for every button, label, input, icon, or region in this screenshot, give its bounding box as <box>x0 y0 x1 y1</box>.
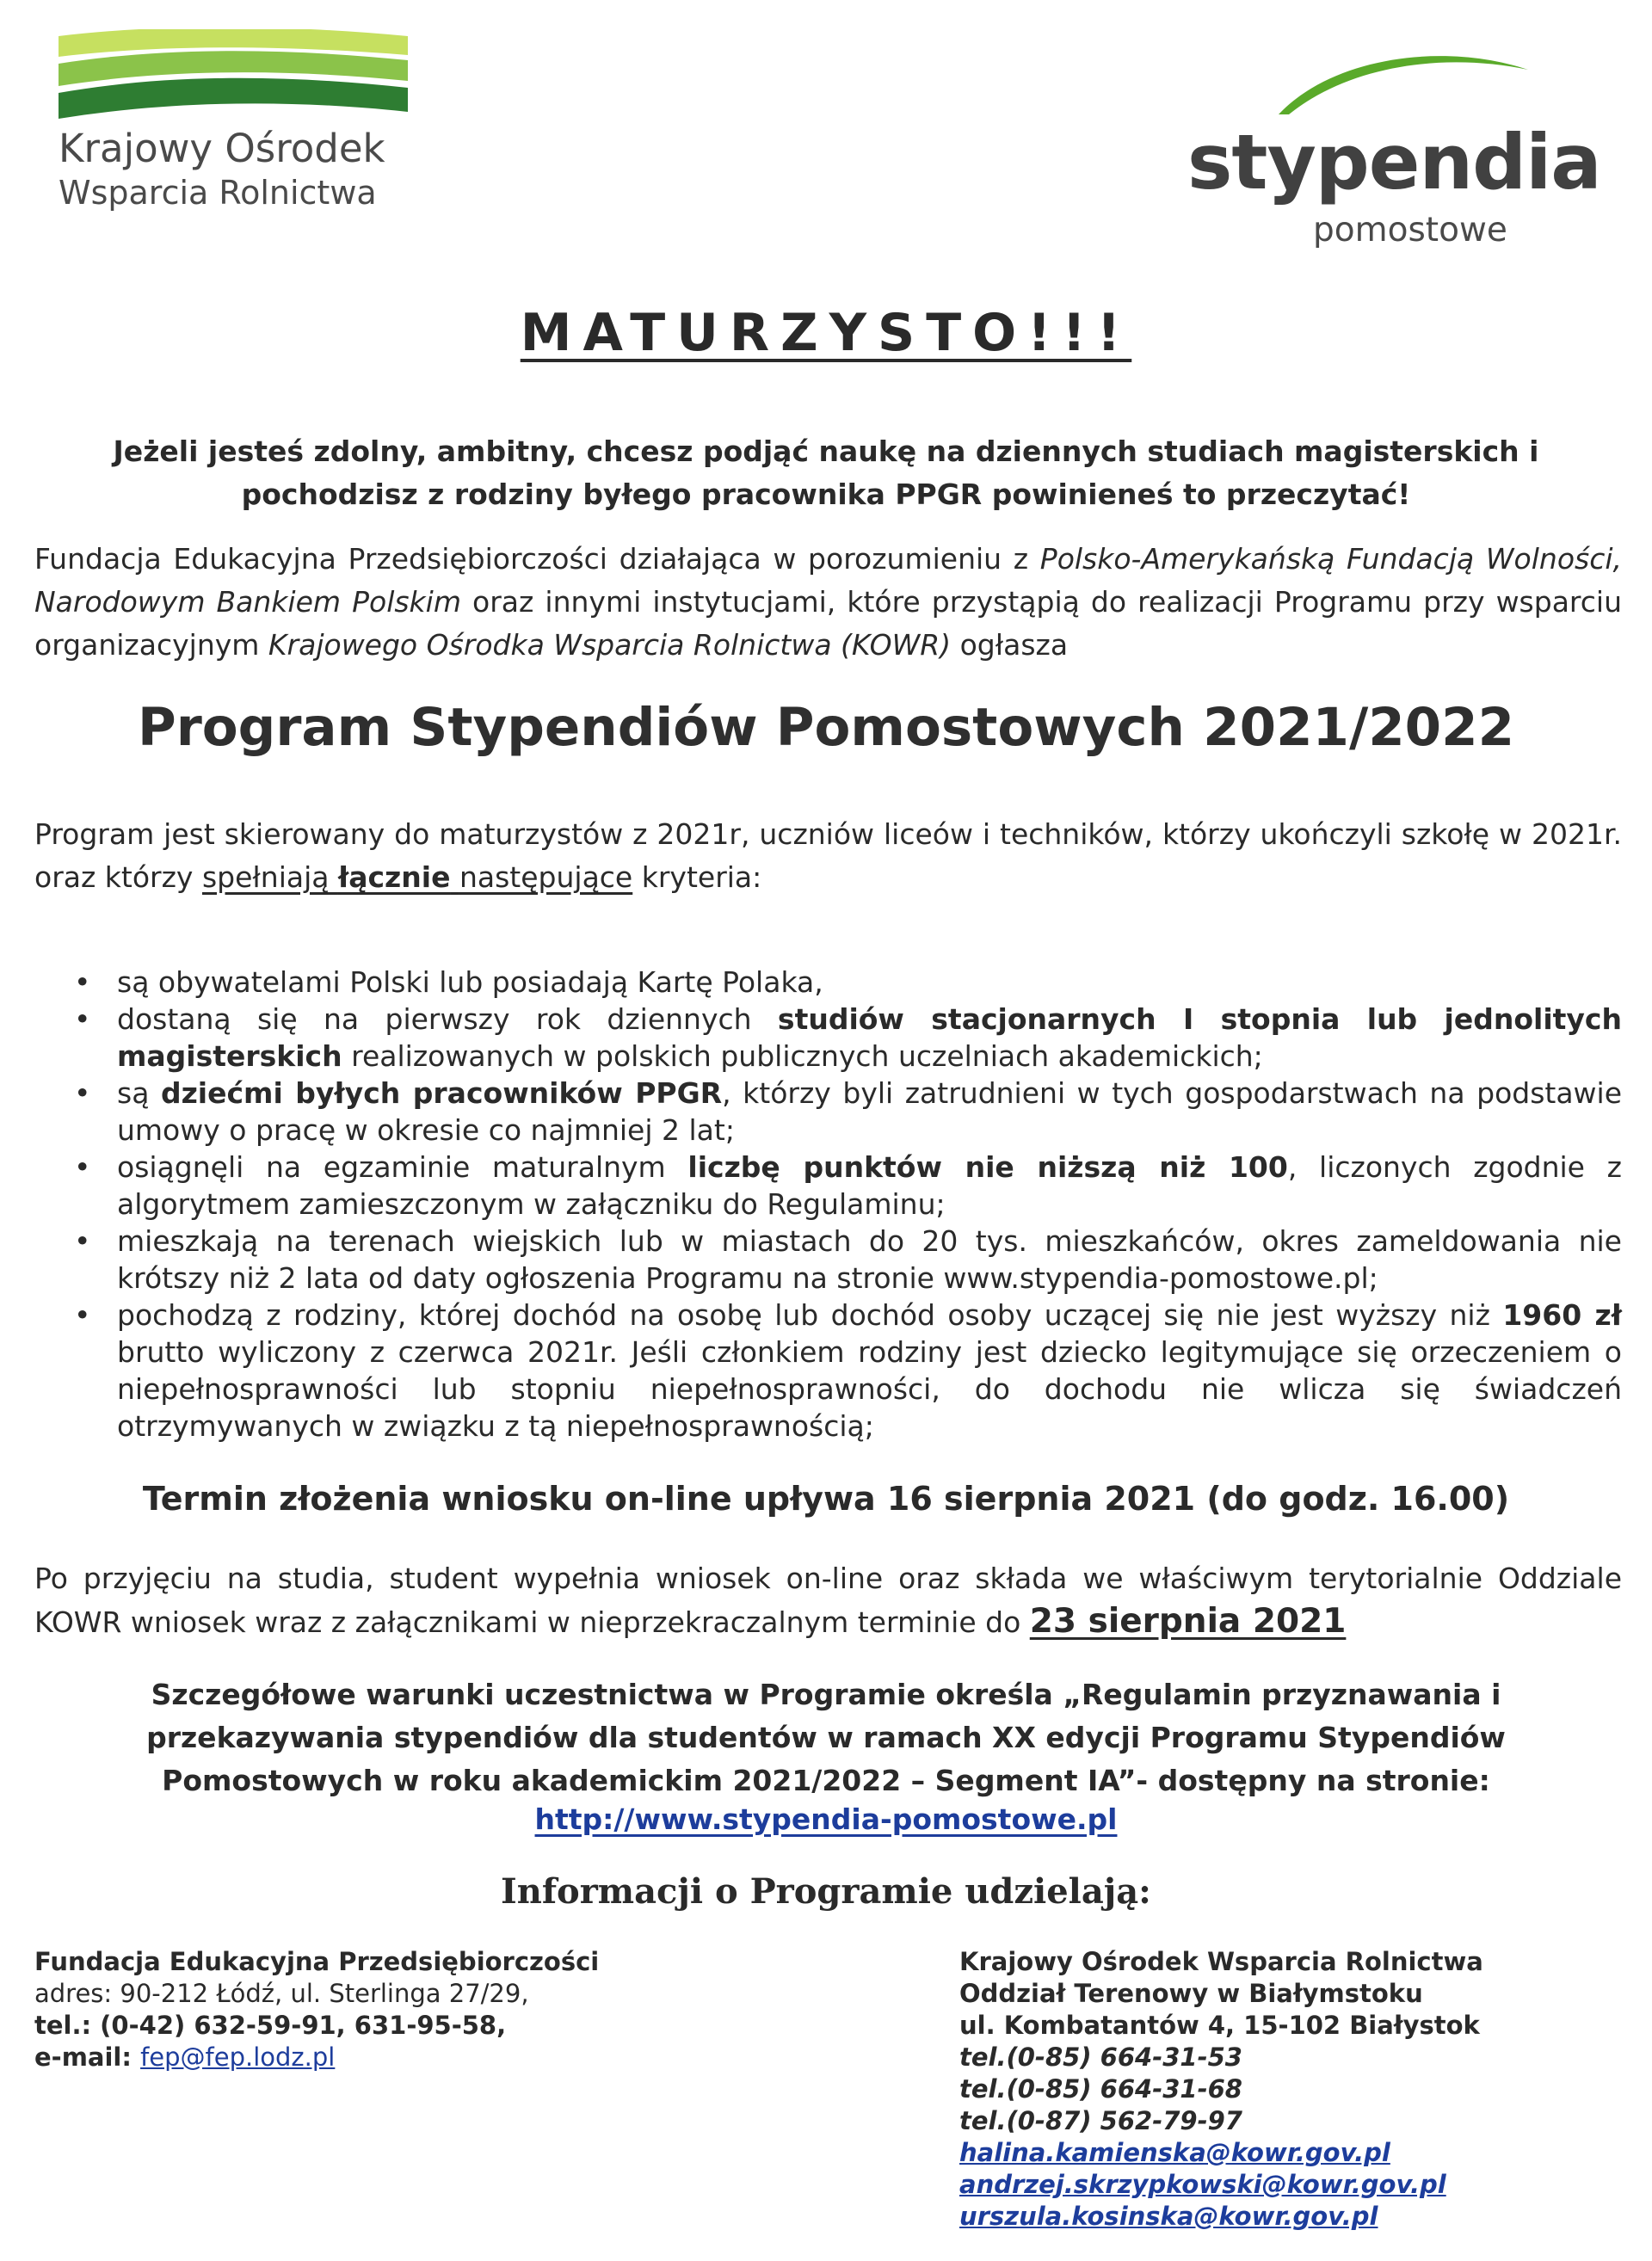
bullet-icon: • <box>74 1076 91 1110</box>
contact-kowr-email[interactable]: urszula.kosinska@kowr.gov.pl <box>959 2202 1378 2231</box>
contact-kowr <box>959 1946 1630 2233</box>
stypendia-logo-arc-icon <box>1273 47 1532 116</box>
contact-fep-tel: tel.: (0-42) 632-59-91, 631-95-58, <box>34 2011 507 2040</box>
intro-paragraph: Fundacja Edukacyjna Przedsiębiorczości działająca w porozumieniu z Polsko-Amerykańską Fundacją Wolności, Narodowym Bankiem Polskim oraz innymi instytucjami, które przystąpią do realizacji Programu przy wsparciu organizacyjnym Krajowego Ośrodka Wsparcia Rolnictwa (KOWR) ogłasza <box>34 542 1622 662</box>
list-item: • mieszkają na terenach wiejskich lub w miastach do 20 tys. mieszkańców, okres zameldowania nie krótszy niż 2 lata od daty ogłoszenia Programu na stronie www.stypendia-pomostowe.pl; <box>74 1224 1622 1295</box>
stypendia-logo <box>1187 47 1601 250</box>
list-item: • dostaną się na pierwszy rok dziennych studiów stacjonarnych I stopnia lub jednolitych magisterskich realizowanych w polskich publicznych uczelniach akademickich; <box>74 1002 1622 1073</box>
contact-kowr-dept: Oddział Terenowy w Białymstoku <box>959 1979 1423 2008</box>
list-item: • są obywatelami Polski lub posiadają Kartę Polaka, <box>74 965 823 999</box>
contact-fep <box>34 1946 688 2073</box>
list-item: • osiągnęli na egzaminie maturalnym liczbę punktów nie niższą niż 100, liczonych zgodnie z algorytmem zamieszczonym w załączniku do Regulaminu; <box>74 1150 1622 1221</box>
criteria-list <box>34 964 1622 1445</box>
contact-fep-name: Fundacja Edukacyjna Przedsiębiorczości <box>34 1947 600 1976</box>
contact-fep-email-label: e-mail: <box>34 2042 141 2072</box>
kowr-logo-line2: Wsparcia Rolnictwa <box>59 174 377 212</box>
website-link[interactable]: http://www.stypendia-pomostowe.pl <box>534 1802 1118 1836</box>
bullet-icon: • <box>74 1298 91 1332</box>
details-paragraph: Szczegółowe warunki uczestnictwa w Programie określa „Regulamin przyznawania i przekazywania stypendiów dla studentów w ramach XX edycji Programu Stypendiów Pomostowych w roku akademickim 2021/2022 – Segment IA”- dostępny na stronie: <box>146 1678 1506 1797</box>
program-paragraph: Program jest skierowany do maturzystów z 2021r, uczniów liceów i techników, którzy ukończyli szkołę w 2021r. oraz którzy spełniają łącznie następujące kryteria: <box>34 817 1622 894</box>
contact-fep-address: adres: 90-212 Łódź, ul. Sterlinga 27/29, <box>34 1979 529 2008</box>
bullet-icon: • <box>74 1002 91 1036</box>
page-heading: MATURZYSTO!!! <box>520 303 1132 363</box>
stypendia-logo-sub: pomostowe <box>1313 211 1507 250</box>
info-heading: Informacji o Programie udzielają: <box>501 1871 1151 1912</box>
kowr-logo <box>55 29 425 212</box>
list-item: • pochodzą z rodziny, której dochód na osobę lub dochód osoby uczącej się nie jest wyższy niż 1960 zł brutto wyliczony z czerwca 2021r. Jeśli członkiem rodziny jest dziecko legitymujące się orzeczeniem o niepełnosprawności lub stopniu niepełnosprawności, do dochodu nie wlicza się świadczeń otrzymywanych w związku z tą niepełnosprawnością; <box>74 1298 1623 1443</box>
contact-kowr-tel: tel.(0-85) 664-31-68 <box>959 2074 1242 2104</box>
contact-kowr-tel: tel.(0-85) 664-31-53 <box>959 2042 1242 2072</box>
contact-kowr-tel: tel.(0-87) 562-79-97 <box>959 2106 1242 2135</box>
list-item: • są dziećmi byłych pracowników PPGR, którzy byli zatrudnieni w tych gospodarstwach na podstawie umowy o pracę w okresie co najmniej 2 lat; <box>74 1076 1623 1147</box>
bullet-icon: • <box>74 1224 91 1258</box>
kowr-logo-line1: Krajowy Ośrodek <box>59 126 385 171</box>
deadline-text: Termin złożenia wniosku on-line upływa 16 sierpnia 2021 (do godz. 16.00) <box>142 1480 1510 1518</box>
contact-kowr-name: Krajowy Ośrodek Wsparcia Rolnictwa <box>959 1947 1483 1976</box>
kowr-logo-waves-icon <box>55 29 416 120</box>
contact-kowr-email[interactable]: andrzej.skrzypkowski@kowr.gov.pl <box>959 2170 1446 2199</box>
program-title: Program Stypendiów Pomostowych 2021/2022 <box>137 697 1515 758</box>
bullet-icon: • <box>74 1150 91 1184</box>
contact-kowr-address: ul. Kombatantów 4, 15-102 Białystok <box>959 2011 1480 2040</box>
contact-kowr-email[interactable]: halina.kamienska@kowr.gov.pl <box>959 2138 1390 2167</box>
submission-paragraph: Po przyjęciu na studia, student wypełnia wniosek on-line oraz składa we właściwym terytorialnie Oddziale KOWR wniosek wraz z załącznikami w nieprzekraczalnym terminie do 23 sierpnia 2021 <box>34 1562 1622 1641</box>
lead-paragraph: Jeżeli jesteś zdolny, ambitny, chcesz podjąć naukę na dziennych studiach magisterskich i pochodzisz z rodziny byłego pracownika PPGR powinieneś to przeczytać! <box>113 434 1539 511</box>
bullet-icon: • <box>74 965 91 999</box>
final-date: 23 sierpnia 2021 <box>1029 1602 1347 1641</box>
contact-fep-email[interactable]: fep@fep.lodz.pl <box>140 2042 336 2072</box>
stypendia-logo-word: stypendia <box>1187 118 1601 206</box>
